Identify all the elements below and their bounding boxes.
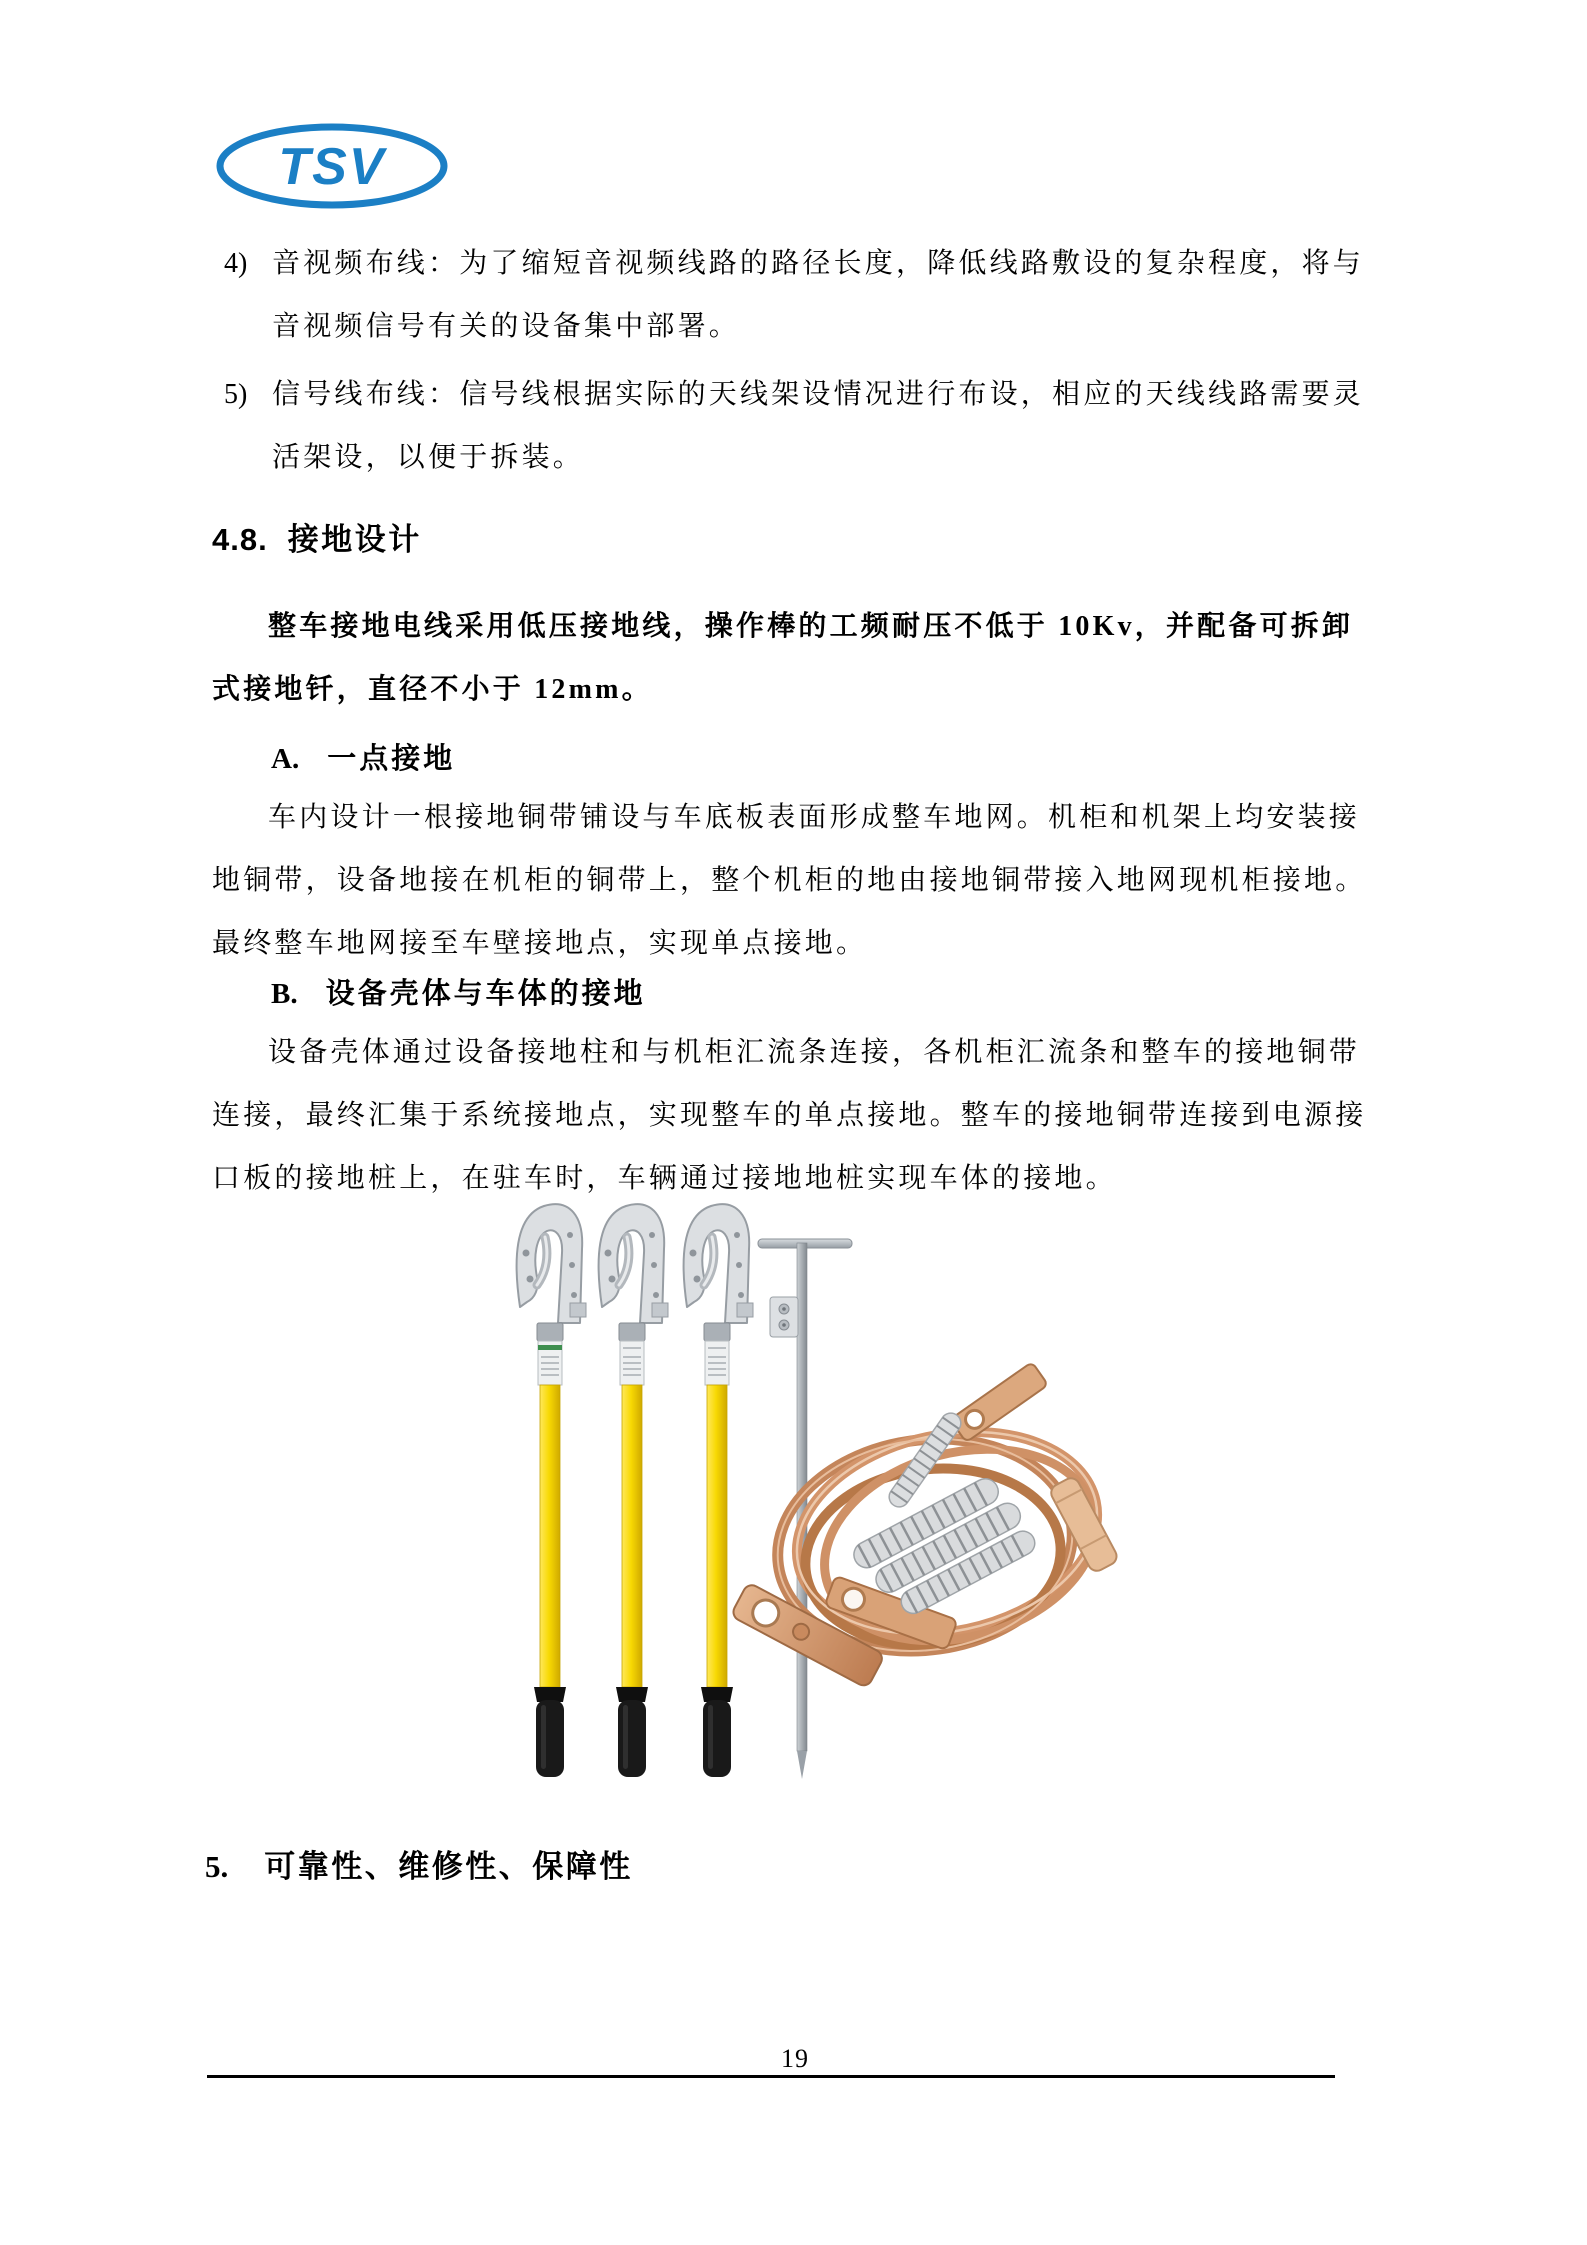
- list-item-4: [272, 232, 1364, 358]
- rod-handle-flare: [701, 1687, 733, 1702]
- stake-tip: [797, 1751, 807, 1779]
- footer-rule: [207, 2075, 1335, 2078]
- rod-collar: [704, 1323, 730, 1341]
- tsv-logo: [214, 122, 450, 210]
- list-item-4-line-1: 音视频布线：为了缩短音视频线路的路径长度，降低线路敷设的复杂程度，将与: [272, 248, 1365, 279]
- grounding-rod-2: [599, 1204, 668, 1777]
- list-item-5-line-1: 信号线布线：信号线根据实际的天线架设情况进行布设，相应的天线线路需要灵: [272, 379, 1365, 410]
- tsv-logo-graphic: [214, 122, 450, 210]
- subsection-a-heading: [271, 736, 455, 777]
- section-4-8-heading: [212, 514, 422, 559]
- subsection-b-heading: [271, 971, 646, 1012]
- rod-handle: [618, 1700, 646, 1777]
- rod-yellow-pole: [622, 1385, 642, 1687]
- list-item-5-line-2: 活架设，以便于拆装。: [272, 442, 585, 473]
- section-5-heading: [205, 1841, 633, 1886]
- list-item-4-number: 4): [224, 248, 248, 279]
- list-item-5-number: 5): [224, 379, 248, 410]
- grounding-equipment-figure: [455, 1195, 1175, 1795]
- list-item-4-line-2: 音视频信号有关的设备集中部署。: [272, 311, 741, 342]
- subsection-b-paragraph: [212, 1021, 1366, 1210]
- grounding-rod-3: [684, 1204, 753, 1777]
- rod-handle-flare: [534, 1687, 566, 1702]
- para-a-line-1: 车内设计一根接地铜带铺设与车底板表面形成整车地网。机柜和机架上均安装接: [268, 802, 1361, 833]
- rod-collar: [619, 1323, 645, 1341]
- grounding-cable-coil: [730, 1362, 1119, 1688]
- section-5-number: 5.: [205, 1849, 229, 1884]
- subsection-a-title: 一点接地: [327, 743, 456, 775]
- para-b-line-2: 连接，最终汇集于系统接地点，实现整车的单点接地。整车的接地铜带连接到电源接: [212, 1100, 1367, 1131]
- logo-text: TSV: [278, 138, 386, 196]
- section-4-8-number: 4.8.: [212, 522, 268, 557]
- section-5-title: 可靠性、维修性、保障性: [264, 1849, 633, 1884]
- para-b-line-1: 设备壳体通过设备接地柱和与机柜汇流条连接，各机柜汇流条和整车的接地铜带: [268, 1037, 1361, 1068]
- rod-handle: [703, 1700, 731, 1777]
- stake-bracket: [770, 1297, 798, 1337]
- grounding-equipment-photo: [455, 1195, 1175, 1795]
- rod-handle-flare: [616, 1687, 648, 1702]
- para-b-line-3: 口板的接地桩上，在驻车时，车辆通过接地地桩实现车体的接地。: [212, 1163, 1117, 1194]
- subsection-a-label: A.: [271, 743, 300, 775]
- subsection-a-paragraph: [212, 786, 1366, 975]
- rod-handle: [536, 1700, 564, 1777]
- subsection-b-title: 设备壳体与车体的接地: [325, 978, 646, 1010]
- section-4-8-intro: [212, 595, 1353, 721]
- intro-line-1: 整车接地电线采用低压接地线，操作棒的工频耐压不低于 10Kv，并配备可拆卸: [268, 611, 1354, 642]
- intro-line-2: 式接地钎，直径不小于 12mm。: [212, 674, 653, 705]
- rod-collar: [537, 1323, 563, 1341]
- list-item-5: [272, 363, 1364, 489]
- para-a-line-2: 地铜带，设备地接在机柜的铜带上，整个机柜的地由接地铜带接入地网现机柜接地。: [212, 865, 1367, 896]
- subsection-b-label: B.: [271, 978, 298, 1010]
- grounding-rod-1: [517, 1204, 586, 1777]
- para-a-line-3: 最终整车地网接至车壁接地点，实现单点接地。: [212, 928, 868, 959]
- rod-yellow-pole: [707, 1385, 727, 1687]
- rod-yellow-pole: [540, 1385, 560, 1687]
- section-4-8-title: 接地设计: [287, 522, 422, 557]
- page-number: 19: [781, 2044, 809, 2073]
